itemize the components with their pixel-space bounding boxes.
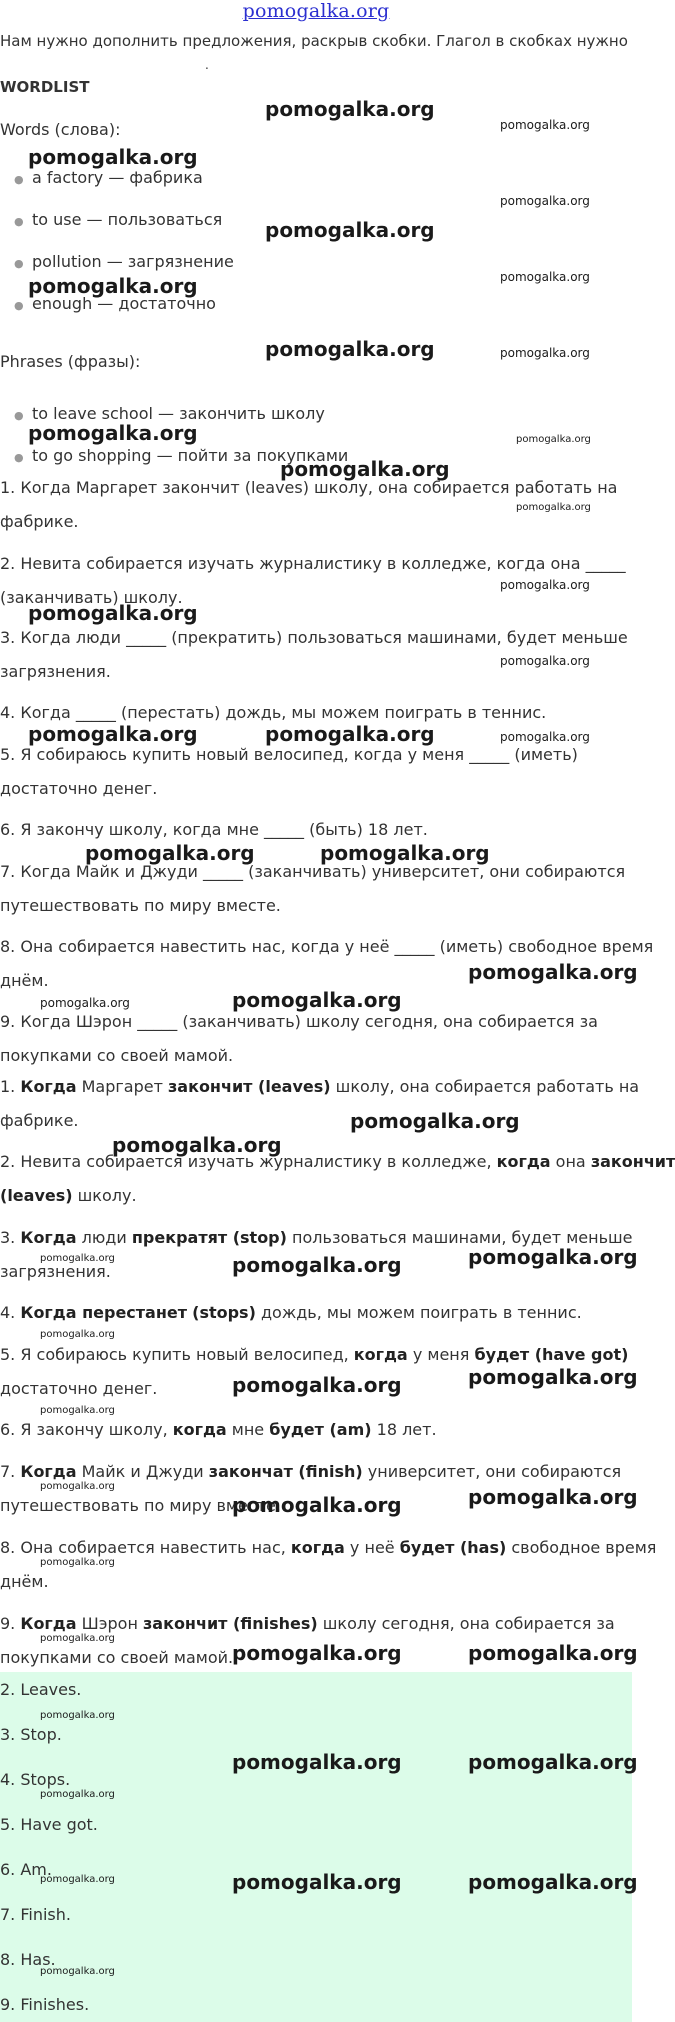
answer-highlight: закончит (finishes)	[142, 1614, 318, 1633]
task-line: фабрике.	[0, 512, 79, 531]
watermark: pomogalka.org	[468, 1870, 638, 1894]
watermark: pomogalka.org	[40, 1966, 115, 1977]
answer-text: загрязнения.	[0, 1262, 111, 1281]
answer-line	[0, 1572, 49, 1591]
answer-text: фабрике.	[0, 1111, 79, 1130]
task-line: 6. Я закончу школу, когда мне _____ (быть) 18 лет.	[0, 820, 428, 839]
watermark: pomogalka.org	[40, 1557, 115, 1568]
answer-text: 5. Я собираюсь купить новый велосипед,	[0, 1345, 354, 1364]
watermark: pomogalka.org	[28, 421, 198, 445]
answer-highlight: (leaves)	[0, 1186, 73, 1205]
answer-text: у меня	[407, 1345, 475, 1364]
answer-line	[0, 1186, 137, 1205]
answer-highlight: Когда перестанет	[20, 1303, 188, 1322]
task-line: 7. Когда Майк и Джуди _____ (заканчивать) университет, они собираются	[0, 862, 626, 881]
answer-line	[0, 1538, 656, 1557]
watermark: pomogalka.org	[232, 1373, 402, 1397]
watermark: pomogalka.org	[500, 270, 590, 284]
watermark: pomogalka.org	[40, 1405, 115, 1416]
watermark: pomogalka.org	[28, 145, 198, 169]
task-line: покупками со своей мамой.	[0, 1046, 234, 1065]
watermark: pomogalka.org	[232, 1493, 402, 1517]
watermark: pomogalka.org	[40, 1633, 115, 1644]
list-item: a factory — фабрика	[32, 168, 203, 187]
answer-highlight: когда	[496, 1152, 551, 1171]
answer-text: Маргарет	[76, 1077, 168, 1096]
answer-highlight: (stops)	[192, 1303, 256, 1322]
answer-line	[0, 1420, 437, 1439]
task-line: путешествовать по миру вместе.	[0, 896, 281, 915]
watermark: pomogalka.org	[265, 722, 435, 746]
watermark: pomogalka.org	[350, 1109, 520, 1133]
answer-text: школу.	[72, 1186, 137, 1205]
watermark: pomogalka.org	[40, 996, 130, 1010]
bullet-icon: ●	[14, 451, 24, 464]
task-line: достаточно денег.	[0, 779, 158, 798]
site-logo[interactable]: pomogalka.org	[242, 0, 390, 22]
bullet-icon: ●	[14, 215, 24, 228]
answer-text: 8. Она собирается навестить нас,	[0, 1538, 291, 1557]
watermark: pomogalka.org	[232, 988, 402, 1012]
bullet-icon: ●	[14, 299, 24, 312]
watermark: pomogalka.org	[40, 1710, 115, 1721]
words-title: Words (слова):	[0, 120, 121, 139]
answer-text: дождь, мы можем поиграть в теннис.	[255, 1303, 582, 1322]
answer-highlight: будет (have got)	[474, 1345, 629, 1364]
answer-text: люди	[76, 1228, 132, 1247]
watermark: pomogalka.org	[468, 1485, 638, 1509]
watermark: pomogalka.org	[500, 194, 590, 208]
list-item: to go shopping — пойти за покупками	[32, 446, 349, 465]
answer-text: достаточно денег.	[0, 1379, 158, 1398]
watermark: pomogalka.org	[265, 337, 435, 361]
answer-line	[0, 1303, 582, 1322]
watermark: pomogalka.org	[40, 1874, 115, 1885]
watermark: pomogalka.org	[112, 1133, 282, 1157]
list-item: 8. Has.	[0, 1950, 56, 1969]
watermark: pomogalka.org	[500, 118, 590, 132]
answer-text: 9.	[0, 1614, 21, 1633]
answer-highlight: когда	[290, 1538, 345, 1557]
answer-highlight: будет (am)	[269, 1420, 372, 1439]
bullet-icon: ●	[14, 257, 24, 270]
list-item: 2. Leaves.	[0, 1680, 82, 1699]
list-item: to leave school — закончить школу	[32, 404, 325, 423]
answer-line	[0, 1262, 111, 1281]
watermark: pomogalka.org	[28, 274, 198, 298]
answer-text: Майк и Джуди	[76, 1462, 209, 1481]
answer-text: свободное время	[506, 1538, 657, 1557]
watermark: pomogalka.org	[265, 218, 435, 242]
watermark: pomogalka.org	[500, 578, 590, 592]
answer-line	[0, 1614, 615, 1633]
task-line: 4. Когда _____ (перестать) дождь, мы можем поиграть в теннис.	[0, 703, 547, 722]
task-line: 2. Невита собирается изучать журналистику в колледже, когда она _____	[0, 554, 626, 573]
list-item: 4. Stops.	[0, 1770, 71, 1789]
answer-line	[0, 1345, 628, 1364]
answer-text: 6. Я закончу школу,	[0, 1420, 173, 1439]
watermark: pomogalka.org	[516, 434, 591, 445]
watermark: pomogalka.org	[516, 502, 591, 513]
answer-text: пользоваться машинами, будет меньше	[286, 1228, 633, 1247]
task-line: днём.	[0, 971, 49, 990]
task-line: 3. Когда люди _____ (прекратить) пользоваться машинами, будет меньше	[0, 628, 628, 647]
list-item: pollution — загрязнение	[32, 252, 234, 271]
answer-highlight: закончит	[590, 1152, 675, 1171]
answer-text: мне	[226, 1420, 270, 1439]
answer-line	[0, 1462, 621, 1481]
answer-line	[0, 1111, 79, 1130]
watermark: pomogalka.org	[468, 1750, 638, 1774]
task-line: 8. Она собирается навестить нас, когда у неё _____ (иметь) свободное время	[0, 937, 654, 956]
watermark: pomogalka.org	[28, 722, 198, 746]
answer-text: школу, она собирается работать на	[330, 1077, 640, 1096]
answer-line	[0, 1152, 675, 1171]
watermark: pomogalka.org	[468, 960, 638, 984]
watermark: pomogalka.org	[468, 1641, 638, 1665]
answer-highlight: Когда	[20, 1077, 77, 1096]
answer-line	[0, 1379, 157, 1398]
answer-text: она	[550, 1152, 591, 1171]
list-item: 9. Finishes.	[0, 1995, 90, 2014]
watermark: pomogalka.org	[265, 97, 435, 121]
answer-line	[0, 1648, 233, 1667]
list-item: 7. Finish.	[0, 1905, 71, 1924]
intro-text: Нам нужно дополнить предложения, раскрыв скобки. Глагол в скобках нужно	[0, 32, 628, 50]
bullet-icon: ●	[14, 409, 24, 422]
answer-text: у неё	[344, 1538, 400, 1557]
watermark: pomogalka.org	[232, 1870, 402, 1894]
task-line: загрязнения.	[0, 662, 111, 681]
list-item: 6. Am.	[0, 1860, 52, 1879]
watermark: pomogalka.org	[40, 1789, 115, 1800]
watermark: pomogalka.org	[232, 1641, 402, 1665]
watermark: pomogalka.org	[500, 730, 590, 744]
task-line: 1. Когда Маргарет закончит (leaves) школу, она собирается работать на	[0, 478, 618, 497]
list-item: enough — достаточно	[32, 294, 216, 313]
watermark: pomogalka.org	[232, 1750, 402, 1774]
answer-text: 18 лет.	[371, 1420, 437, 1439]
task-line: (заканчивать) школу.	[0, 588, 183, 607]
watermark: pomogalka.org	[500, 346, 590, 360]
answer-highlight: закончат (finish)	[208, 1462, 363, 1481]
watermark: pomogalka.org	[280, 457, 450, 481]
answer-highlight: Когда	[20, 1614, 77, 1633]
answer-highlight: когда	[172, 1420, 227, 1439]
watermark: pomogalka.org	[40, 1329, 115, 1340]
answer-highlight: Когда	[20, 1228, 77, 1247]
answer-text: школу сегодня, она собирается за	[317, 1614, 615, 1633]
watermark: pomogalka.org	[40, 1253, 115, 1264]
intro-dot: .	[205, 58, 209, 72]
answer-text: Шэрон	[76, 1614, 143, 1633]
answer-text: 7.	[0, 1462, 21, 1481]
answer-highlight: прекратят (stop)	[131, 1228, 287, 1247]
list-item: 5. Have got.	[0, 1815, 98, 1834]
task-line: 5. Я собираюсь купить новый велосипед, когда у меня _____ (иметь)	[0, 745, 578, 764]
answer-highlight: Когда	[20, 1462, 77, 1481]
watermark: pomogalka.org	[500, 654, 590, 668]
watermark: pomogalka.org	[85, 841, 255, 865]
answer-text: покупками со своей мамой.	[0, 1648, 234, 1667]
answer-text: 3.	[0, 1228, 21, 1247]
watermark: pomogalka.org	[320, 841, 490, 865]
task-line: 9. Когда Шэрон _____ (заканчивать) школу сегодня, она собирается за	[0, 1012, 598, 1031]
answer-line	[0, 1077, 639, 1096]
list-item: to use — пользоваться	[32, 210, 223, 229]
answer-text: 2. Невита собирается изучать журналистику в колледже,	[0, 1152, 497, 1171]
answer-text: университет, они собираются	[362, 1462, 622, 1481]
answer-text: 1.	[0, 1077, 21, 1096]
answer-text: 4.	[0, 1303, 21, 1322]
bullet-icon: ●	[14, 173, 24, 186]
phrases-title: Phrases (фразы):	[0, 352, 141, 371]
watermark: pomogalka.org	[468, 1365, 638, 1389]
answer-highlight: когда	[353, 1345, 408, 1364]
watermark: pomogalka.org	[40, 1481, 115, 1492]
wordlist-title: WORDLIST	[0, 78, 90, 96]
watermark: pomogalka.org	[468, 1245, 638, 1269]
watermark: pomogalka.org	[28, 601, 198, 625]
list-item: 3. Stop.	[0, 1725, 62, 1744]
answer-highlight: закончит (leaves)	[167, 1077, 331, 1096]
answer-highlight: будет (has)	[399, 1538, 507, 1557]
watermark: pomogalka.org	[232, 1253, 402, 1277]
answer-text: путешествовать по миру вместе.	[0, 1496, 281, 1515]
answer-text: днём.	[0, 1572, 49, 1591]
